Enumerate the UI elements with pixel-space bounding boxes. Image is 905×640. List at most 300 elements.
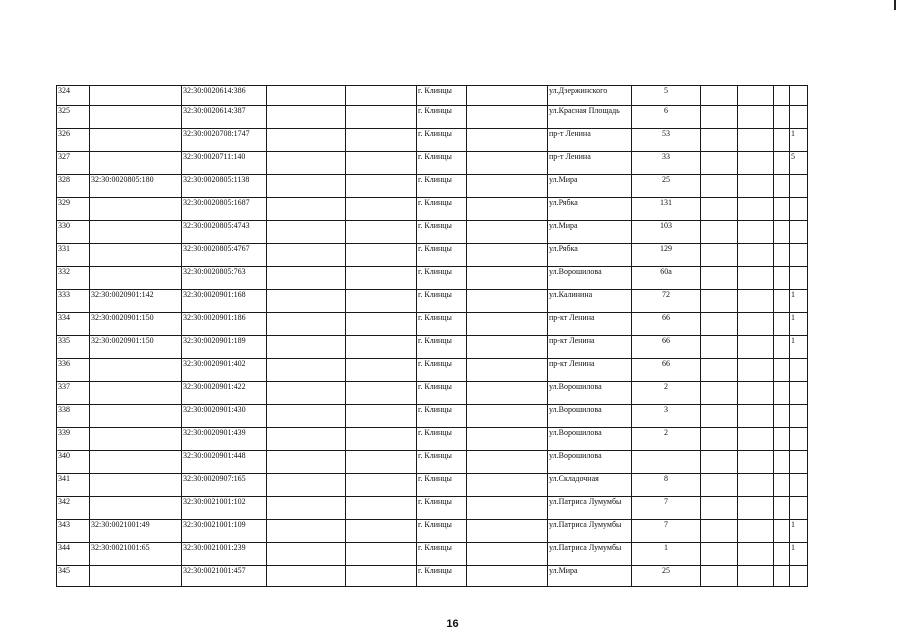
cadastral-number-cell: 32:30:0020614:387 [182, 106, 267, 129]
property-registry-table [56, 85, 808, 587]
count-cell [790, 86, 808, 106]
count-cell [790, 359, 808, 382]
empty-cell [346, 359, 417, 382]
land-cadastral-number-cell [90, 152, 182, 175]
street-cell: ул.Складочная [548, 474, 632, 497]
empty-cell [774, 474, 790, 497]
empty-cell [701, 382, 738, 405]
street-cell: ул.Дзержинского [548, 86, 632, 106]
empty-cell [267, 86, 346, 106]
street-cell: ул.Ворошилова [548, 451, 632, 474]
row-number-cell: 325 [57, 106, 90, 129]
count-cell [790, 106, 808, 129]
row-number-cell: 332 [57, 267, 90, 290]
empty-cell [467, 497, 548, 520]
empty-cell [467, 336, 548, 359]
empty-cell [774, 428, 790, 451]
street-cell: ул.Рябка [548, 198, 632, 221]
cadastral-number-cell: 32:30:0021001:239 [182, 543, 267, 566]
empty-cell [346, 175, 417, 198]
empty-cell [738, 405, 774, 428]
city-cell: г. Клинцы [417, 198, 467, 221]
cadastral-number-cell: 32:30:0020805:763 [182, 267, 267, 290]
empty-cell [774, 359, 790, 382]
house-number-cell: 53 [632, 129, 701, 152]
house-number-cell: 66 [632, 313, 701, 336]
city-cell: г. Клинцы [417, 221, 467, 244]
empty-cell [346, 198, 417, 221]
empty-cell [346, 543, 417, 566]
table-row [57, 474, 808, 497]
city-cell: г. Клинцы [417, 451, 467, 474]
empty-cell [346, 313, 417, 336]
count-cell [790, 175, 808, 198]
count-cell [790, 497, 808, 520]
land-cadastral-number-cell [90, 106, 182, 129]
empty-cell [738, 313, 774, 336]
city-cell: г. Клинцы [417, 359, 467, 382]
empty-cell [267, 543, 346, 566]
row-number-cell: 343 [57, 520, 90, 543]
empty-cell [738, 451, 774, 474]
table-row [57, 313, 808, 336]
house-number-cell: 7 [632, 497, 701, 520]
land-cadastral-number-cell [90, 359, 182, 382]
land-cadastral-number-cell: 32:30:0020805:180 [90, 175, 182, 198]
land-cadastral-number-cell [90, 244, 182, 267]
empty-cell [267, 198, 346, 221]
cadastral-number-cell: 32:30:0020901:448 [182, 451, 267, 474]
count-cell [790, 405, 808, 428]
row-number-cell: 337 [57, 382, 90, 405]
street-cell: ул.Мира [548, 175, 632, 198]
cadastral-number-cell: 32:30:0020907:165 [182, 474, 267, 497]
land-cadastral-number-cell [90, 405, 182, 428]
empty-cell [701, 290, 738, 313]
house-number-cell: 129 [632, 244, 701, 267]
empty-cell [467, 106, 548, 129]
row-number-cell: 333 [57, 290, 90, 313]
cadastral-number-cell: 32:30:0021001:102 [182, 497, 267, 520]
empty-cell [467, 175, 548, 198]
empty-cell [738, 86, 774, 106]
empty-cell [346, 566, 417, 587]
house-number-cell: 103 [632, 221, 701, 244]
empty-cell [701, 359, 738, 382]
city-cell: г. Клинцы [417, 129, 467, 152]
city-cell: г. Клинцы [417, 267, 467, 290]
house-number-cell: 60а [632, 267, 701, 290]
house-number-cell: 1 [632, 543, 701, 566]
land-cadastral-number-cell [90, 474, 182, 497]
land-cadastral-number-cell [90, 221, 182, 244]
empty-cell [701, 221, 738, 244]
empty-cell [774, 221, 790, 244]
row-number-cell: 345 [57, 566, 90, 587]
empty-cell [267, 267, 346, 290]
row-number-cell: 328 [57, 175, 90, 198]
empty-cell [267, 221, 346, 244]
city-cell: г. Клинцы [417, 290, 467, 313]
empty-cell [738, 566, 774, 587]
city-cell: г. Клинцы [417, 175, 467, 198]
street-cell: ул.Патриса Лумумбы [548, 543, 632, 566]
count-cell: 5 [790, 152, 808, 175]
empty-cell [701, 175, 738, 198]
empty-cell [467, 313, 548, 336]
city-cell: г. Клинцы [417, 106, 467, 129]
street-cell: ул.Мира [548, 566, 632, 587]
table-row [57, 267, 808, 290]
city-cell: г. Клинцы [417, 428, 467, 451]
table-row [57, 405, 808, 428]
empty-cell [467, 428, 548, 451]
street-cell: ул.Ворошилова [548, 428, 632, 451]
cadastral-number-cell: 32:30:0021001:109 [182, 520, 267, 543]
land-cadastral-number-cell: 32:30:0021001:49 [90, 520, 182, 543]
table-row [57, 359, 808, 382]
empty-cell [738, 198, 774, 221]
row-number-cell: 334 [57, 313, 90, 336]
table-row [57, 566, 808, 587]
table-row [57, 221, 808, 244]
empty-cell [774, 106, 790, 129]
count-cell [790, 382, 808, 405]
empty-cell [346, 221, 417, 244]
empty-cell [738, 129, 774, 152]
cadastral-number-cell: 32:30:0020901:439 [182, 428, 267, 451]
page-number: 16 [446, 618, 459, 630]
city-cell: г. Клинцы [417, 313, 467, 336]
empty-cell [774, 543, 790, 566]
empty-cell [346, 336, 417, 359]
empty-cell [267, 474, 346, 497]
empty-cell [701, 543, 738, 566]
row-number-cell: 336 [57, 359, 90, 382]
house-number-cell: 131 [632, 198, 701, 221]
empty-cell [701, 152, 738, 175]
land-cadastral-number-cell [90, 86, 182, 106]
empty-cell [701, 106, 738, 129]
table-row [57, 497, 808, 520]
count-cell [790, 566, 808, 587]
count-cell [790, 451, 808, 474]
empty-cell [738, 152, 774, 175]
count-cell: 1 [790, 290, 808, 313]
empty-cell [738, 520, 774, 543]
empty-cell [467, 566, 548, 587]
row-number-cell: 329 [57, 198, 90, 221]
city-cell: г. Клинцы [417, 405, 467, 428]
land-cadastral-number-cell [90, 198, 182, 221]
cadastral-number-cell: 32:30:0021001:457 [182, 566, 267, 587]
city-cell: г. Клинцы [417, 566, 467, 587]
row-number-cell: 327 [57, 152, 90, 175]
row-number-cell: 326 [57, 129, 90, 152]
empty-cell [467, 451, 548, 474]
empty-cell [738, 382, 774, 405]
empty-cell [467, 267, 548, 290]
street-cell: ул.Ворошилова [548, 405, 632, 428]
empty-cell [738, 497, 774, 520]
empty-cell [701, 428, 738, 451]
house-number-cell: 25 [632, 175, 701, 198]
empty-cell [346, 152, 417, 175]
empty-cell [738, 474, 774, 497]
city-cell: г. Клинцы [417, 520, 467, 543]
cadastral-number-cell: 32:30:0020708:1747 [182, 129, 267, 152]
empty-cell [267, 382, 346, 405]
cadastral-number-cell: 32:30:0020805:1687 [182, 198, 267, 221]
city-cell: г. Клинцы [417, 336, 467, 359]
empty-cell [701, 129, 738, 152]
empty-cell [267, 106, 346, 129]
empty-cell [346, 106, 417, 129]
count-cell: 1 [790, 543, 808, 566]
table-row [57, 86, 808, 106]
empty-cell [467, 129, 548, 152]
city-cell: г. Клинцы [417, 244, 467, 267]
empty-cell [701, 497, 738, 520]
empty-cell [467, 382, 548, 405]
row-number-cell: 335 [57, 336, 90, 359]
land-cadastral-number-cell: 32:30:0020901:150 [90, 313, 182, 336]
empty-cell [774, 152, 790, 175]
land-cadastral-number-cell: 32:30:0020901:150 [90, 336, 182, 359]
registry-table-body [57, 86, 808, 587]
table-row [57, 290, 808, 313]
empty-cell [738, 359, 774, 382]
land-cadastral-number-cell [90, 566, 182, 587]
empty-cell [701, 336, 738, 359]
empty-cell [267, 451, 346, 474]
count-cell: 1 [790, 520, 808, 543]
empty-cell [738, 221, 774, 244]
count-cell [790, 244, 808, 267]
land-cadastral-number-cell: 32:30:0020901:142 [90, 290, 182, 313]
empty-cell [267, 520, 346, 543]
table-row [57, 175, 808, 198]
house-number-cell: 3 [632, 405, 701, 428]
empty-cell [738, 244, 774, 267]
cadastral-number-cell: 32:30:0020805:4767 [182, 244, 267, 267]
table-row [57, 152, 808, 175]
land-cadastral-number-cell [90, 129, 182, 152]
empty-cell [774, 244, 790, 267]
empty-cell [467, 474, 548, 497]
land-cadastral-number-cell [90, 451, 182, 474]
table-row [57, 543, 808, 566]
scan-edge-mark [894, 0, 896, 10]
house-number-cell: 6 [632, 106, 701, 129]
row-number-cell: 324 [57, 86, 90, 106]
row-number-cell: 331 [57, 244, 90, 267]
empty-cell [346, 405, 417, 428]
row-number-cell: 344 [57, 543, 90, 566]
empty-cell [774, 520, 790, 543]
city-cell: г. Клинцы [417, 86, 467, 106]
empty-cell [467, 405, 548, 428]
house-number-cell: 8 [632, 474, 701, 497]
city-cell: г. Клинцы [417, 382, 467, 405]
table-row [57, 129, 808, 152]
house-number-cell: 2 [632, 382, 701, 405]
empty-cell [346, 86, 417, 106]
street-cell: пр-т Ленина [548, 129, 632, 152]
empty-cell [267, 336, 346, 359]
house-number-cell: 2 [632, 428, 701, 451]
empty-cell [467, 86, 548, 106]
cadastral-number-cell: 32:30:0020901:186 [182, 313, 267, 336]
cadastral-number-cell: 32:30:0020901:430 [182, 405, 267, 428]
city-cell: г. Клинцы [417, 152, 467, 175]
land-cadastral-number-cell [90, 428, 182, 451]
empty-cell [267, 129, 346, 152]
city-cell: г. Клинцы [417, 474, 467, 497]
empty-cell [467, 198, 548, 221]
city-cell: г. Клинцы [417, 543, 467, 566]
row-number-cell: 339 [57, 428, 90, 451]
cadastral-number-cell: 32:30:0020901:168 [182, 290, 267, 313]
empty-cell [467, 290, 548, 313]
empty-cell [346, 474, 417, 497]
empty-cell [774, 86, 790, 106]
empty-cell [346, 497, 417, 520]
count-cell: 1 [790, 129, 808, 152]
empty-cell [738, 543, 774, 566]
empty-cell [346, 244, 417, 267]
street-cell: ул.Калинина [548, 290, 632, 313]
empty-cell [701, 313, 738, 336]
empty-cell [346, 451, 417, 474]
table-row [57, 451, 808, 474]
empty-cell [774, 175, 790, 198]
count-cell [790, 221, 808, 244]
street-cell: пр-кт Ленина [548, 313, 632, 336]
house-number-cell: 5 [632, 86, 701, 106]
city-cell: г. Клинцы [417, 497, 467, 520]
empty-cell [346, 290, 417, 313]
empty-cell [267, 428, 346, 451]
empty-cell [267, 405, 346, 428]
empty-cell [774, 451, 790, 474]
cadastral-number-cell: 32:30:0020711:140 [182, 152, 267, 175]
row-number-cell: 342 [57, 497, 90, 520]
cadastral-number-cell: 32:30:0020901:402 [182, 359, 267, 382]
table-row [57, 382, 808, 405]
empty-cell [346, 129, 417, 152]
empty-cell [701, 451, 738, 474]
empty-cell [267, 497, 346, 520]
land-cadastral-number-cell [90, 497, 182, 520]
empty-cell [774, 382, 790, 405]
empty-cell [267, 313, 346, 336]
empty-cell [467, 359, 548, 382]
empty-cell [774, 313, 790, 336]
row-number-cell: 338 [57, 405, 90, 428]
street-cell: пр-кт Ленина [548, 359, 632, 382]
empty-cell [774, 566, 790, 587]
land-cadastral-number-cell: 32:30:0021001:65 [90, 543, 182, 566]
table-row [57, 244, 808, 267]
empty-cell [701, 244, 738, 267]
empty-cell [774, 198, 790, 221]
street-cell: ул.Красная Площадь [548, 106, 632, 129]
empty-cell [774, 129, 790, 152]
empty-cell [774, 497, 790, 520]
empty-cell [467, 543, 548, 566]
land-cadastral-number-cell [90, 267, 182, 290]
table-row [57, 198, 808, 221]
cadastral-number-cell: 32:30:0020901:189 [182, 336, 267, 359]
street-cell: ул.Мира [548, 221, 632, 244]
house-number-cell: 25 [632, 566, 701, 587]
street-cell: ул.Патриса Лумумбы [548, 520, 632, 543]
empty-cell [346, 520, 417, 543]
land-cadastral-number-cell [90, 382, 182, 405]
empty-cell [346, 267, 417, 290]
empty-cell [467, 152, 548, 175]
street-cell: ул.Ворошилова [548, 382, 632, 405]
empty-cell [701, 267, 738, 290]
empty-cell [738, 267, 774, 290]
empty-cell [346, 428, 417, 451]
empty-cell [774, 405, 790, 428]
street-cell: ул.Ворошилова [548, 267, 632, 290]
house-number-cell: 66 [632, 336, 701, 359]
street-cell: ул.Рябка [548, 244, 632, 267]
empty-cell [467, 520, 548, 543]
count-cell [790, 267, 808, 290]
empty-cell [774, 336, 790, 359]
count-cell [790, 428, 808, 451]
row-number-cell: 341 [57, 474, 90, 497]
empty-cell [346, 382, 417, 405]
empty-cell [738, 106, 774, 129]
empty-cell [267, 175, 346, 198]
empty-cell [701, 405, 738, 428]
empty-cell [267, 359, 346, 382]
table-row [57, 428, 808, 451]
house-number-cell: 66 [632, 359, 701, 382]
empty-cell [701, 198, 738, 221]
cadastral-number-cell: 32:30:0020805:4743 [182, 221, 267, 244]
cadastral-number-cell: 32:30:0020614:386 [182, 86, 267, 106]
empty-cell [738, 290, 774, 313]
row-number-cell: 330 [57, 221, 90, 244]
empty-cell [774, 290, 790, 313]
empty-cell [738, 336, 774, 359]
empty-cell [701, 474, 738, 497]
count-cell: 1 [790, 336, 808, 359]
cadastral-number-cell: 32:30:0020901:422 [182, 382, 267, 405]
street-cell: пр-т Ленина [548, 152, 632, 175]
empty-cell [267, 244, 346, 267]
empty-cell [701, 86, 738, 106]
house-number-cell: 33 [632, 152, 701, 175]
empty-cell [267, 566, 346, 587]
house-number-cell: 72 [632, 290, 701, 313]
empty-cell [738, 428, 774, 451]
row-number-cell: 340 [57, 451, 90, 474]
cadastral-number-cell: 32:30:0020805:1138 [182, 175, 267, 198]
house-number-cell [632, 451, 701, 474]
empty-cell [267, 152, 346, 175]
table-row [57, 336, 808, 359]
empty-cell [774, 267, 790, 290]
empty-cell [738, 175, 774, 198]
count-cell [790, 474, 808, 497]
